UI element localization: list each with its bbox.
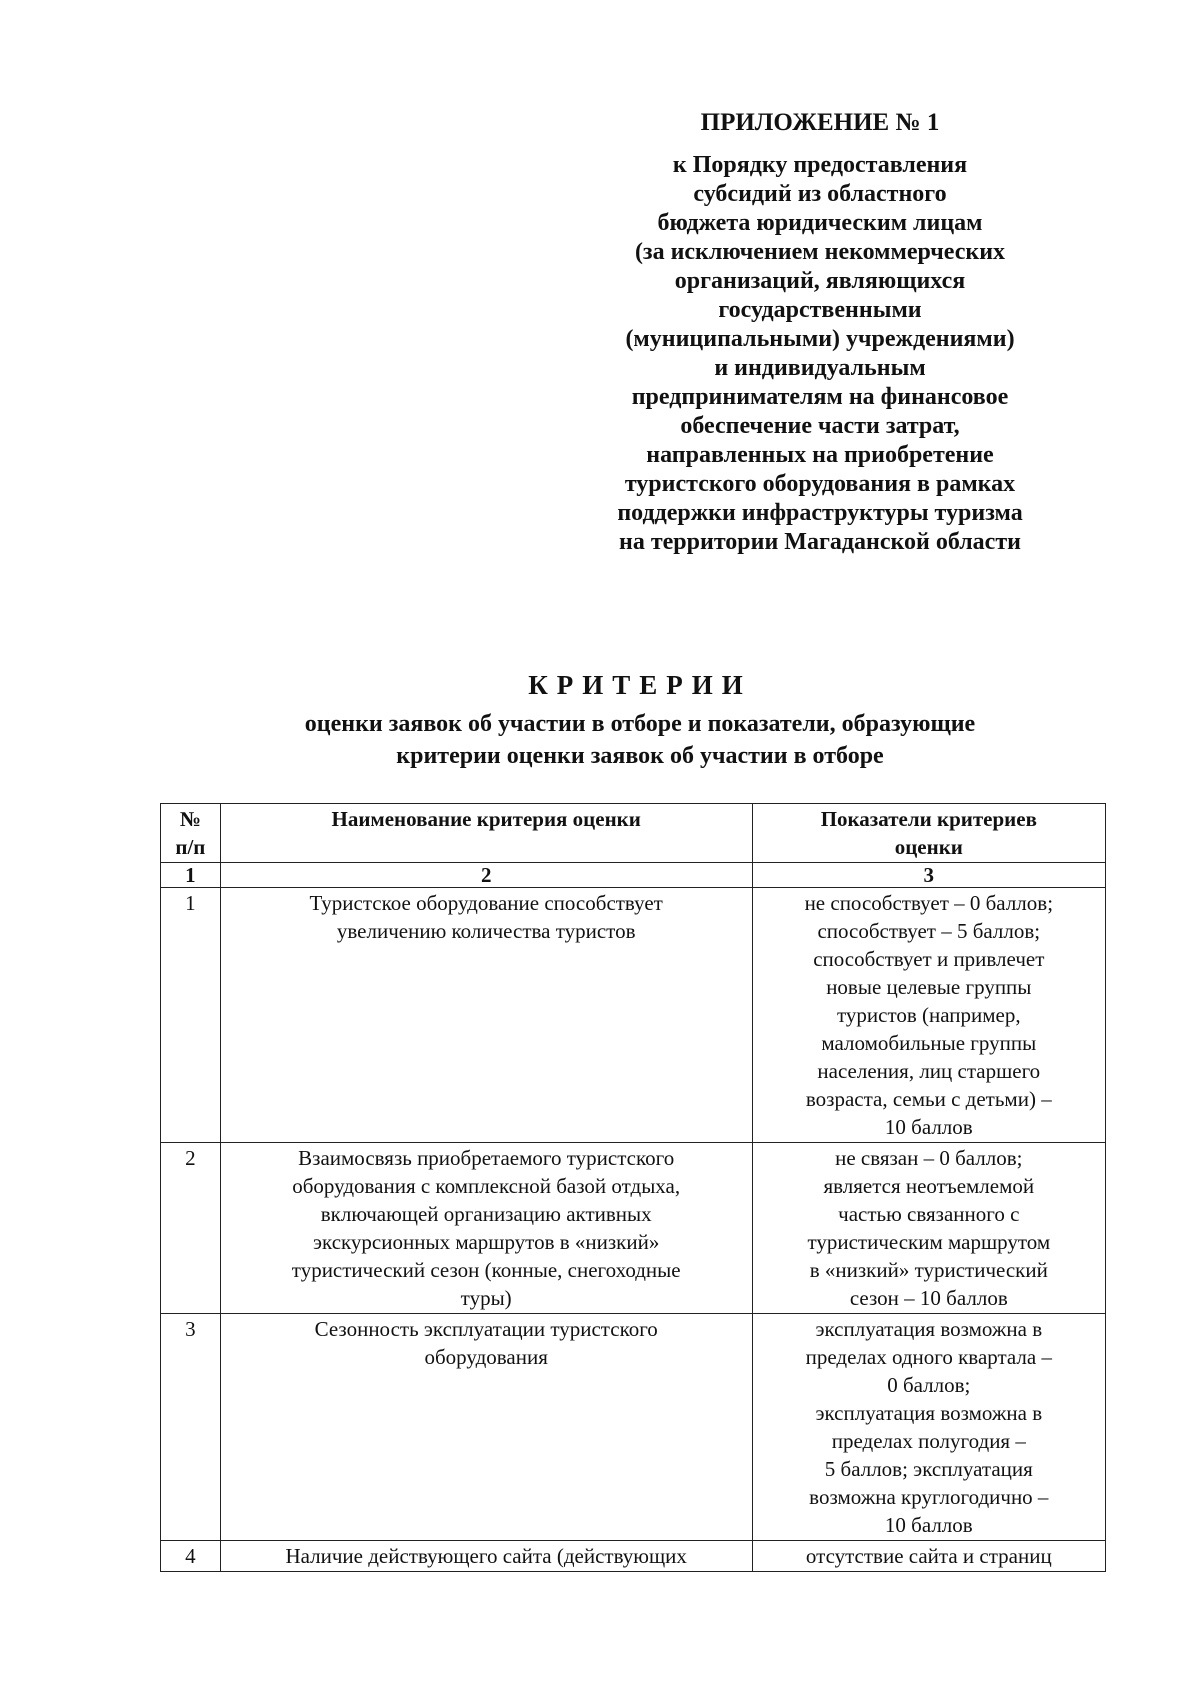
header-num-line: № <box>179 807 201 831</box>
appendix-line: и индивидуальным <box>714 355 926 381</box>
cell-line: оборудования <box>424 1345 548 1369</box>
row-criterion-name <box>220 888 752 1143</box>
table-row <box>161 1541 1106 1572</box>
header-name <box>220 804 752 863</box>
cell-line: туристов (например, <box>836 1003 1021 1027</box>
row-indicators <box>752 888 1105 1143</box>
row-criterion-name <box>220 1143 752 1314</box>
cell-line: новые целевые группы <box>826 975 1032 999</box>
table-row <box>161 1143 1106 1314</box>
cell-line: не способствует – 0 баллов; <box>804 891 1054 915</box>
row-num: 4 <box>161 1541 221 1572</box>
header-indicators-line: оценки <box>894 835 963 859</box>
table-row <box>161 888 1106 1143</box>
column-number: 3 <box>752 863 1105 888</box>
cell-line: экскурсионных маршрутов в «низкий» <box>313 1230 660 1254</box>
cell-line: пределах полугодия – <box>831 1429 1026 1453</box>
row-num: 2 <box>161 1143 221 1314</box>
row-indicators <box>752 1541 1105 1572</box>
cell-line: способствует и привлечет <box>813 947 1045 971</box>
cell-line: является неотъемлемой <box>823 1174 1035 1198</box>
appendix-line: обеспечение части затрат, <box>680 413 960 439</box>
appendix-line: (за исключением некоммерческих <box>634 239 1006 265</box>
cell-line: отсутствие сайта и страниц <box>805 1544 1052 1568</box>
cell-line: туристическим маршрутом <box>807 1230 1051 1254</box>
table-row <box>161 1314 1106 1541</box>
cell-line: не связан – 0 баллов; <box>835 1146 1023 1170</box>
appendix-line: организаций, являющихся <box>674 268 966 294</box>
cell-line: маломобильные группы <box>821 1031 1037 1055</box>
table-header-row <box>161 804 1106 863</box>
cell-line: возможна круглогодично – <box>809 1485 1049 1509</box>
cell-line: сезон – 10 баллов <box>849 1286 1008 1310</box>
cell-line: пределах одного квартала – <box>805 1345 1052 1369</box>
header-indicators-line: Показатели критериев <box>820 807 1037 831</box>
appendix-line: субсидий из областного <box>693 181 947 207</box>
cell-line: частью связанного с <box>838 1202 1020 1226</box>
criteria-subtitle-line: оценки заявок об участии в отборе и показатели, образующие <box>304 711 976 737</box>
row-num: 1 <box>161 888 221 1143</box>
appendix-heading: ПРИЛОЖЕНИЕ № 1 <box>700 109 940 136</box>
criteria-subtitle-line: критерии оценки заявок об участии в отборе <box>396 743 884 769</box>
appendix-line: (муниципальными) учреждениями) <box>625 326 1015 352</box>
row-num: 3 <box>161 1314 221 1541</box>
cell-line: населения, лиц старшего <box>817 1059 1041 1083</box>
cell-line: Взаимосвязь приобретаемого туристского <box>298 1146 675 1170</box>
header-num-line: п/п <box>175 835 206 859</box>
cell-line: Наличие действующего сайта (действующих <box>285 1544 687 1568</box>
cell-line: 10 баллов <box>884 1115 973 1139</box>
criteria-table <box>160 803 1106 1572</box>
row-criterion-name <box>220 1314 752 1541</box>
cell-line: в «низкий» туристический <box>809 1258 1048 1282</box>
column-number: 1 <box>161 863 221 888</box>
criteria-title: КРИТЕРИИ <box>528 670 752 700</box>
appendix-line: на территории Магаданской области <box>619 529 1021 555</box>
column-number: 2 <box>220 863 752 888</box>
appendix-line: направленных на приобретение <box>646 442 994 468</box>
appendix-block <box>575 108 1065 557</box>
header-indicators <box>752 804 1105 863</box>
header-name-line: Наименование критерия оценки <box>331 807 641 831</box>
cell-line: увеличению количества туристов <box>336 919 636 943</box>
cell-line: эксплуатация возможна в <box>815 1317 1043 1341</box>
cell-line: 0 баллов; <box>887 1373 971 1397</box>
cell-line: Туристское оборудование способствует <box>309 891 663 915</box>
appendix-lines <box>575 151 1065 557</box>
cell-line: включающей организацию активных <box>320 1202 652 1226</box>
appendix-line: предпринимателям на финансовое <box>631 384 1009 410</box>
row-indicators <box>752 1143 1105 1314</box>
appendix-line: поддержки инфраструктуры туризма <box>617 500 1023 526</box>
cell-line: туры) <box>460 1286 512 1310</box>
criteria-title-block <box>130 668 1150 772</box>
cell-line: эксплуатация возможна в <box>815 1401 1043 1425</box>
cell-line: Сезонность эксплуатации туристского <box>314 1317 658 1341</box>
appendix-line: бюджета юридическим лицам <box>657 210 983 236</box>
column-numbers-row <box>161 863 1106 888</box>
cell-line: туристический сезон (конные, снегоходные <box>291 1258 681 1282</box>
header-num <box>161 804 221 863</box>
row-indicators <box>752 1314 1105 1541</box>
row-criterion-name <box>220 1541 752 1572</box>
appendix-line: туристского оборудования в рамках <box>624 471 1016 497</box>
appendix-line: к Порядку предоставления <box>672 152 968 178</box>
cell-line: оборудования с комплексной базой отдыха, <box>292 1174 681 1198</box>
cell-line: 5 баллов; эксплуатация <box>824 1457 1033 1481</box>
cell-line: 10 баллов <box>884 1513 973 1537</box>
appendix-line: государственными <box>718 297 922 323</box>
cell-line: возраста, семьи с детьми) – <box>805 1087 1052 1111</box>
cell-line: способствует – 5 баллов; <box>817 919 1041 943</box>
